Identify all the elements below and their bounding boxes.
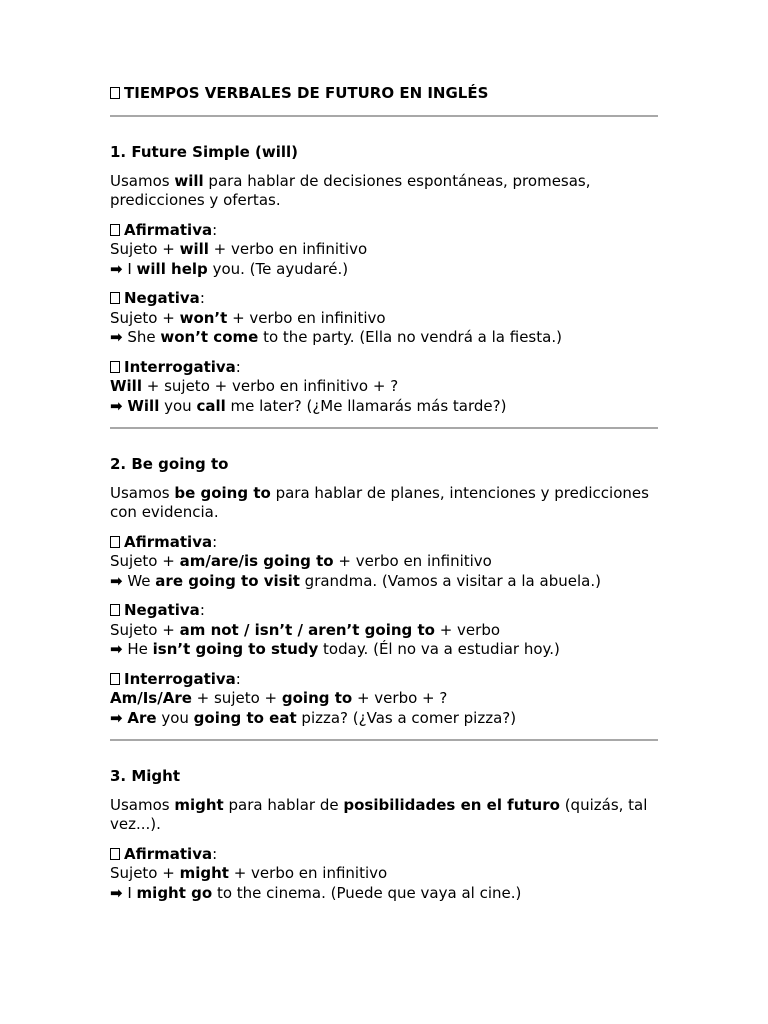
structure-text: Sujeto + bbox=[110, 864, 180, 882]
structure-keyword: Am/Is/Are bbox=[110, 689, 192, 707]
arrow-right-icon: ➡ bbox=[110, 571, 123, 590]
example-text: He bbox=[122, 640, 153, 658]
section-divider bbox=[110, 427, 658, 429]
structure-text: + verbo bbox=[434, 620, 501, 639]
title-divider bbox=[110, 115, 658, 117]
label-colon: : bbox=[199, 601, 205, 619]
structure-keyword: am/are/is going to bbox=[179, 552, 334, 570]
intro-text: Usamos bbox=[110, 795, 175, 814]
example-text: today. (Él no va a estudiar hoy.) bbox=[318, 640, 560, 658]
negative-heading bbox=[110, 289, 658, 309]
structure-text: + verbo en infinitivo bbox=[208, 240, 368, 258]
structure-text: + verbo + ? bbox=[352, 689, 448, 707]
structure-text: Sujeto + bbox=[110, 240, 180, 258]
structure-text: + sujeto + bbox=[191, 689, 282, 707]
label-colon: : bbox=[235, 669, 241, 688]
example-line bbox=[110, 260, 658, 280]
example-line bbox=[110, 884, 658, 904]
section-title: 1. Future Simple (will) bbox=[110, 143, 299, 161]
negative-block bbox=[110, 289, 658, 348]
interrogative-block bbox=[110, 670, 658, 729]
intro-text: para hablar de bbox=[223, 795, 344, 814]
document-body bbox=[110, 84, 658, 903]
intro-keyword: posibilidades en el futuro bbox=[343, 795, 560, 814]
affirmative-block bbox=[110, 845, 658, 904]
structure-text: + sujeto + verbo en infinitivo + ? bbox=[141, 377, 399, 395]
affirmative-heading bbox=[110, 533, 658, 553]
example-text: you bbox=[156, 708, 194, 727]
structure-keyword: will bbox=[179, 240, 209, 258]
example-text: you. (Te ayudaré.) bbox=[207, 259, 349, 278]
document-title-text: TIEMPOS VERBALES DE FUTURO EN INGLÉS bbox=[124, 84, 489, 102]
interrogative-label: Interrogativa bbox=[124, 357, 236, 376]
structure-text: Sujeto + bbox=[110, 552, 180, 570]
affirmative-label: Afirmativa bbox=[124, 220, 213, 239]
example-text: I bbox=[122, 259, 137, 278]
section-intro bbox=[110, 796, 658, 835]
label-colon: : bbox=[212, 532, 218, 551]
example-keyword: going to eat bbox=[193, 708, 297, 727]
structure-line bbox=[110, 240, 658, 260]
arrow-right-icon: ➡ bbox=[110, 883, 123, 902]
missing-glyph-icon bbox=[110, 87, 120, 99]
structure-keyword: won’t bbox=[179, 308, 228, 327]
intro-text: (quizás, tal vez...). bbox=[110, 795, 648, 833]
missing-glyph-icon bbox=[110, 604, 120, 616]
affirmative-block bbox=[110, 533, 658, 592]
section-title: 2. Be going to bbox=[110, 455, 229, 473]
intro-text: para hablar de decisiones espontáneas, promesas, predicciones y ofertas. bbox=[110, 171, 591, 209]
structure-text: + verbo en infinitivo bbox=[333, 552, 492, 570]
interrogative-heading bbox=[110, 670, 658, 690]
example-keyword: won’t come bbox=[160, 328, 259, 346]
affirmative-heading bbox=[110, 845, 658, 865]
negative-heading bbox=[110, 601, 658, 621]
structure-text: + verbo en infinitivo bbox=[227, 308, 386, 327]
section-intro bbox=[110, 172, 658, 211]
example-text: I bbox=[122, 883, 137, 902]
intro-text: Usamos bbox=[110, 483, 175, 502]
negative-label: Negativa bbox=[124, 601, 200, 619]
interrogative-block bbox=[110, 358, 658, 417]
example-text: me later? (¿Me llamarás más tarde?) bbox=[225, 396, 507, 415]
label-colon: : bbox=[235, 357, 241, 376]
example-keyword: are going to visit bbox=[155, 571, 300, 590]
example-line bbox=[110, 397, 658, 417]
structure-text: + verbo en infinitivo bbox=[228, 864, 388, 882]
example-line bbox=[110, 709, 658, 729]
section-divider bbox=[110, 739, 658, 741]
arrow-right-icon: ➡ bbox=[110, 708, 123, 727]
intro-text: Usamos bbox=[110, 171, 175, 190]
example-keyword: call bbox=[196, 396, 226, 415]
structure-keyword: am not / isn’t / aren’t going to bbox=[179, 620, 435, 639]
example-text: We bbox=[122, 571, 156, 590]
example-text: grandma. (Vamos a visitar a la abuela.) bbox=[299, 571, 601, 590]
example-line bbox=[110, 572, 658, 592]
structure-line bbox=[110, 309, 658, 329]
structure-line bbox=[110, 621, 658, 641]
section-intro bbox=[110, 484, 658, 523]
example-line bbox=[110, 640, 658, 660]
intro-text: para hablar de planes, intenciones y predicciones con evidencia. bbox=[110, 483, 649, 521]
label-colon: : bbox=[199, 289, 205, 307]
structure-keyword: might bbox=[179, 864, 229, 882]
negative-block bbox=[110, 601, 658, 660]
section-title: 3. Might bbox=[110, 767, 181, 785]
structure-text: Sujeto + bbox=[110, 620, 180, 639]
structure-line bbox=[110, 689, 658, 709]
missing-glyph-icon bbox=[110, 361, 120, 373]
arrow-right-icon: ➡ bbox=[110, 396, 123, 415]
label-colon: : bbox=[212, 220, 218, 239]
example-text: you bbox=[159, 396, 197, 415]
arrow-right-icon: ➡ bbox=[110, 328, 123, 346]
example-text: to the party. (Ella no vendrá a la fiesta.) bbox=[258, 328, 562, 346]
example-keyword: isn’t going to study bbox=[152, 640, 319, 658]
affirmative-block bbox=[110, 221, 658, 280]
missing-glyph-icon bbox=[110, 224, 120, 236]
missing-glyph-icon bbox=[110, 536, 120, 548]
document-title bbox=[110, 84, 658, 104]
structure-line bbox=[110, 864, 658, 884]
affirmative-label: Afirmativa bbox=[124, 844, 213, 863]
missing-glyph-icon bbox=[110, 292, 120, 304]
negative-label: Negativa bbox=[124, 289, 200, 307]
missing-glyph-icon bbox=[110, 673, 120, 685]
arrow-right-icon: ➡ bbox=[110, 640, 123, 658]
example-keyword: Are bbox=[127, 708, 157, 727]
affirmative-heading bbox=[110, 221, 658, 241]
example-keyword: Will bbox=[127, 396, 160, 415]
example-keyword: will help bbox=[136, 259, 208, 278]
intro-keyword: be going to bbox=[174, 483, 271, 502]
structure-line bbox=[110, 552, 658, 572]
intro-keyword: might bbox=[174, 795, 224, 814]
interrogative-label: Interrogativa bbox=[124, 669, 236, 688]
interrogative-heading bbox=[110, 358, 658, 378]
structure-line bbox=[110, 377, 658, 397]
example-keyword: might go bbox=[136, 883, 213, 902]
structure-keyword: Will bbox=[110, 377, 142, 395]
affirmative-label: Afirmativa bbox=[124, 532, 213, 551]
structure-keyword: going to bbox=[281, 689, 353, 707]
example-line bbox=[110, 328, 658, 348]
arrow-right-icon: ➡ bbox=[110, 259, 123, 278]
intro-keyword: will bbox=[174, 171, 204, 190]
example-text: She bbox=[122, 328, 161, 346]
label-colon: : bbox=[212, 844, 218, 863]
missing-glyph-icon bbox=[110, 848, 120, 860]
structure-text: Sujeto + bbox=[110, 308, 180, 327]
example-text: to the cinema. (Puede que vaya al cine.) bbox=[212, 883, 522, 902]
example-text: pizza? (¿Vas a comer pizza?) bbox=[296, 708, 517, 727]
